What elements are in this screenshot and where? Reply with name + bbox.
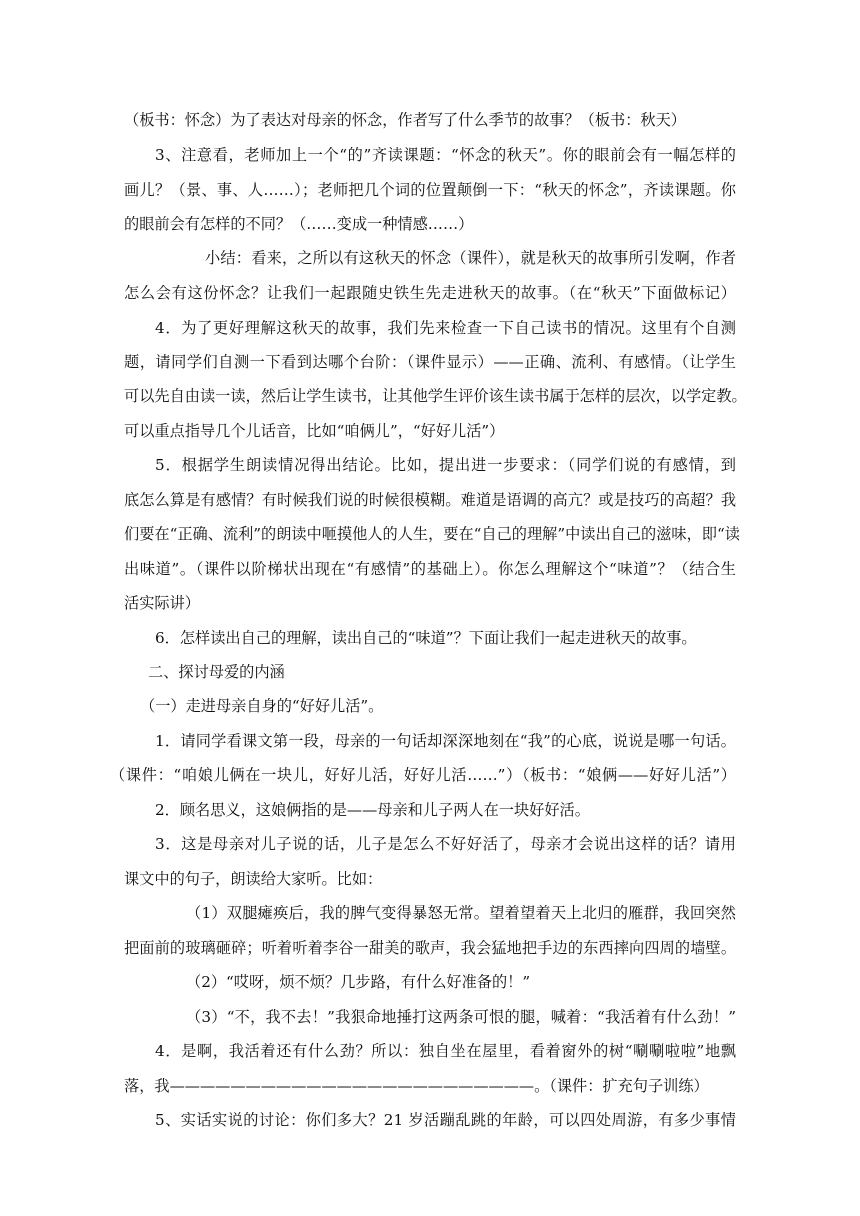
text-line: 6．怎样读出自己的理解，读出自己的“味道”？下面让我们一起走进秋天的故事。 [155,629,697,647]
text-line: 4．为了更好理解这秋天的故事，我们先来检查一下自己读书的情况。这里有个自测 [155,319,736,337]
text-line: 3、注意看，老师加上一个“的”齐读课题：“怀念的秋天”。你的眼前会有一幅怎样的 [155,146,736,164]
text-line: 5、实话实说的讨论：你们多大？21 岁活蹦乱跳的年龄，可以四处周游，有多少事情 [155,1111,736,1129]
text-line: 5．根据学生朗读情况得出结论。比如，提出进一步要求：（同学们说的有感情，到 [155,456,736,474]
text-line: 们要在“正确、流利”的朗读中咂摸他人的人生，要在“自己的理解”中读出自己的滋味，即“读 [124,525,740,543]
text-line: 底怎么算是有感情？有时候我们说的时候很模糊。难道是语调的高亢？或是技巧的高超？我 [124,491,736,509]
subsection-heading: （一）走进母亲自身的“好好儿活”。 [140,697,384,715]
text-line: 题，请同学们自测一下看到达哪个台阶：（课件显示）——正确、流利、有感情。（让学生 [124,353,736,371]
text-line: 2．顾名思义，这娘俩指的是——母亲和儿子两人在一块好好活。 [155,801,590,819]
text-line: 4．是啊，我活着还有什么劲？所以：独自坐在屋里，看着窗外的树“唰唰啦啦”地飘 [155,1042,736,1060]
text-line: （2）“哎呀，烦不烦？几步路，有什么好准备的！” [186,973,531,991]
text-line: 的眼前会有怎样的不同？（……变成一种情感……） [124,215,474,233]
text-line: 课文中的句子，朗读给大家听。比如： [124,870,383,888]
text-line: 把面前的玻璃砸碎；听着听着李谷一甜美的歌声，我会猛地把手边的东西摔向四周的墙壁。 [124,939,736,957]
section-heading: 二、探讨母爱的内涵 [148,663,285,681]
text-line: 1．请同学看课文第一段，母亲的一句话却深深地刻在“我”的心底，说说是哪一句话。 [155,732,736,750]
text-line: 活实际讲） [124,594,200,612]
text-line: （课件：“咱娘儿俩在一块儿，好好儿活，好好儿活……”）（板书：“娘俩——好好儿活”） [110,766,736,784]
text-line: （1）双腿瘫痪后，我的脾气变得暴怒无常。望着望着天上北归的雁群，我回突然 [186,904,736,922]
text-line: 可以先自由读一读，然后让学生读书，让其他学生评价该生读书属于怎样的层次，以学定教。 [124,387,747,405]
text-line: 小结：看来，之所以有这秋天的怀念（课件），就是秋天的故事所引发啊，作者 [205,249,736,267]
text-line: 3．这是母亲对儿子说的话，儿子是怎么不好好活了，母亲才会说出这样的话？请用 [155,835,736,853]
text-line: （3）“不，我不去！”我狠命地捶打这两条可恨的腿，喊着：“我活着有什么劲！” [186,1008,736,1026]
text-line: 可以重点指导几个儿话音，比如“咱俩儿”，“好好儿活”） [124,422,505,440]
text-line: 画儿？（景、事、人……）；老师把几个词的位置颠倒一下：“秋天的怀念”，齐读课题。你 [124,181,736,199]
text-line: （板书：怀念）为了表达对母亲的怀念，作者写了什么季节的故事？（板书：秋天） [124,111,686,129]
text-line: 落，我————————————————————————。（课件：扩充句子训练） [124,1077,709,1095]
text-line: 怎么会有这份怀念？让我们一起跟随史铁生先走进秋天的故事。（在“秋天”下面做标记） [124,284,736,302]
text-line: 出味道”。（课件以阶梯状出现在“有感情”的基础上）。你怎么理解这个“味道”？（结合生 [124,560,736,578]
